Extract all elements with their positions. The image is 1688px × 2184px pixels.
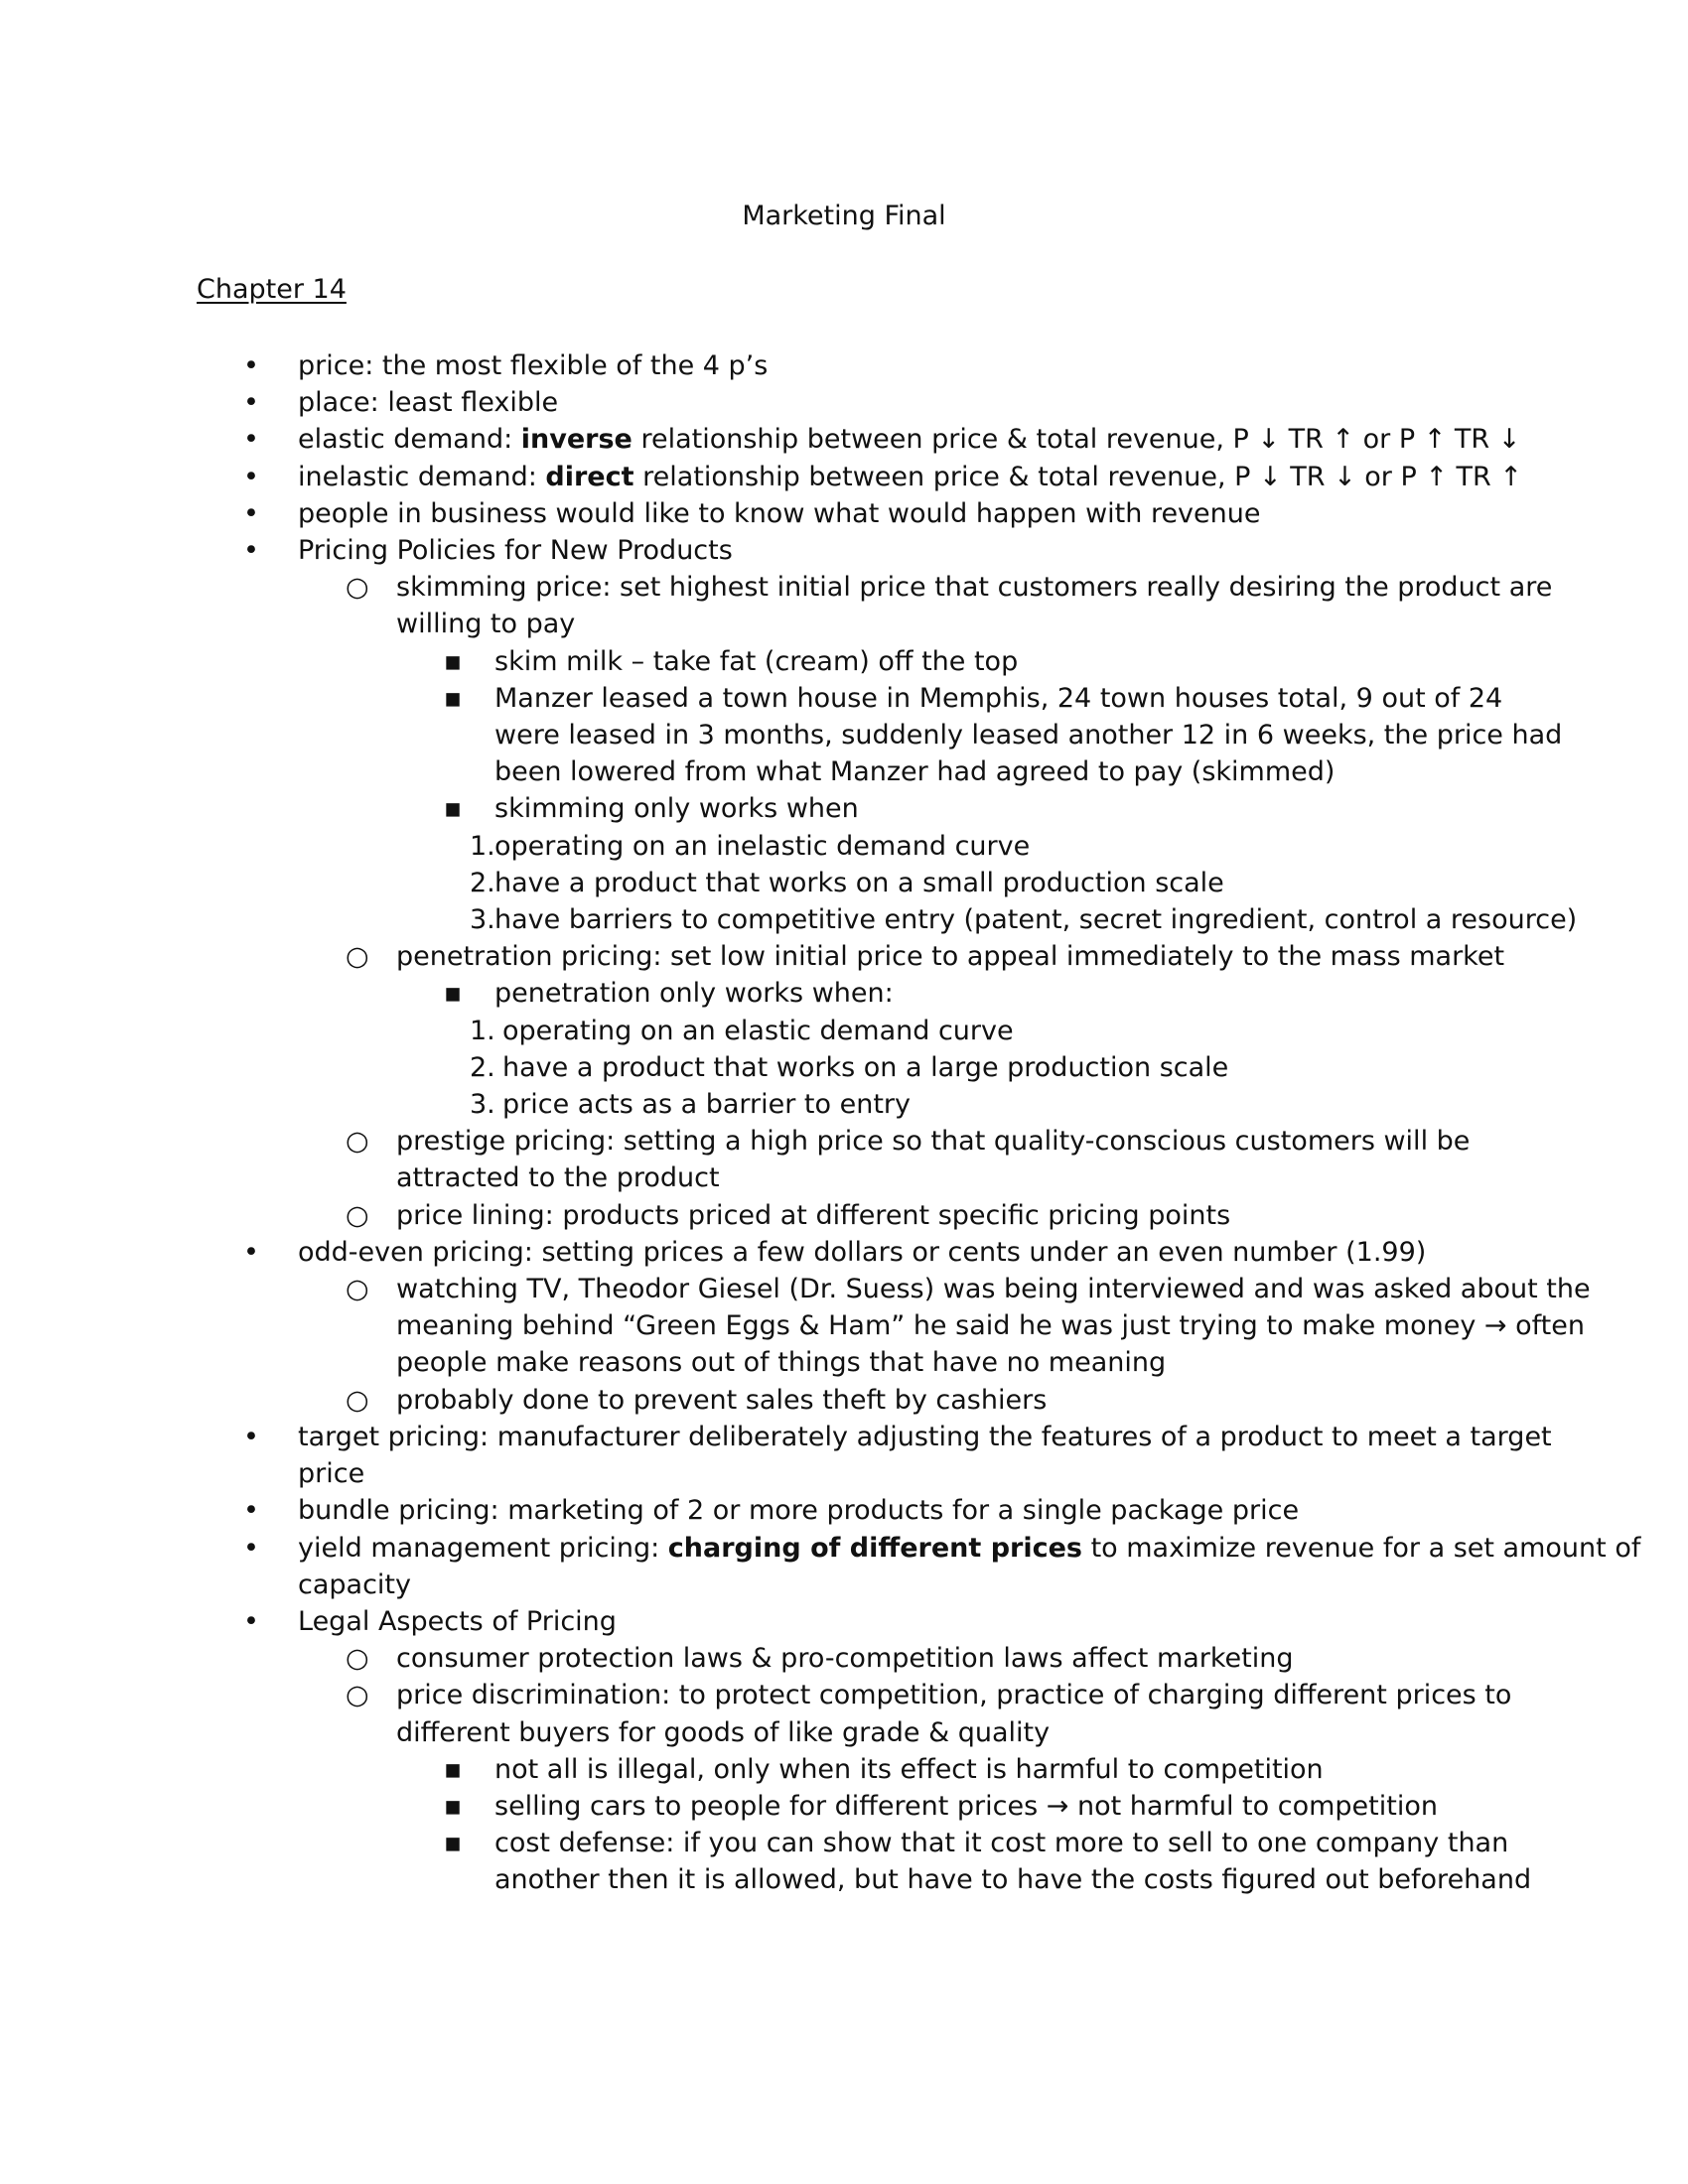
item-text: probably done to prevent sales theft by cashiers <box>396 1384 1048 1416</box>
square-bullet-icon: ▪ <box>443 1828 463 1859</box>
numbered-item <box>0 1086 1688 1123</box>
list-item <box>0 1788 1688 1825</box>
item-text: have a product that works on a small production scale <box>494 867 1224 898</box>
item-text-part: relationship between price & total revenue, P ↓ TR ↓ or P ↑ TR ↑ <box>633 461 1523 492</box>
square-bullet-icon: ▪ <box>443 978 463 1010</box>
numbered-item <box>0 828 1688 865</box>
bullet-icon: • <box>243 387 259 419</box>
item-text: consumer protection laws & pro-competition laws affect marketing <box>396 1643 1294 1675</box>
highlighted-item <box>0 1382 1688 1419</box>
item-text: Manzer leased a town house in Memphis, 24 town houses total, 9 out of 24 <box>494 682 1503 714</box>
item-text: penetration pricing: set low initial price to appeal immediately to the mass market <box>396 941 1505 973</box>
item-text: Pricing Policies for New Products <box>298 535 733 567</box>
notes-list <box>0 347 1688 1899</box>
list-item-continuation <box>0 606 1688 642</box>
list-item <box>0 421 1688 458</box>
item-text-part: relationship between price & total revenue, P ↓ TR ↑ or P ↑ TR ↓ <box>632 424 1521 456</box>
bullet-icon: • <box>243 1421 259 1452</box>
circle-bullet-icon: ○ <box>346 1274 369 1305</box>
item-text: willing to pay <box>396 609 576 640</box>
item-text: meaning behind “Green Eggs & Ham” he said he was just trying to make money → often <box>396 1310 1585 1342</box>
bullet-icon: • <box>243 1236 259 1268</box>
item-text <box>298 459 1522 495</box>
highlighted-item <box>0 680 1688 717</box>
list-item <box>0 384 1688 421</box>
item-text: prestige pricing: setting a high price so that quality-conscious customers will be <box>396 1126 1471 1158</box>
list-item-continuation <box>0 1455 1688 1492</box>
item-text: target pricing: manufacturer deliberately adjusting the features of a product to meet a target <box>298 1421 1552 1452</box>
item-text: people in business would like to know what would happen with revenue <box>298 497 1261 529</box>
bullet-icon: • <box>243 1532 259 1564</box>
item-text: another then it is allowed, but have to have the costs figured out beforehand <box>494 1864 1532 1896</box>
item-text: operating on an elastic demand curve <box>502 1015 1014 1046</box>
list-item <box>0 532 1688 569</box>
item-text: price: the most flexible of the 4 p’s <box>298 350 769 381</box>
list-item <box>0 938 1688 975</box>
item-text: capacity <box>298 1569 411 1600</box>
item-text: people make reasons out of things that have no meaning <box>396 1347 1167 1379</box>
circle-bullet-icon: ○ <box>346 1126 369 1158</box>
item-text: price acts as a barrier to entry <box>502 1089 912 1121</box>
circle-bullet-icon: ○ <box>346 1643 369 1675</box>
circle-bullet-icon: ○ <box>346 1680 369 1711</box>
bullet-icon: • <box>243 1605 259 1637</box>
item-text-part: to maximize revenue for a set amount of <box>1081 1532 1641 1564</box>
item-text: price <box>298 1458 365 1490</box>
list-item <box>0 1825 1688 1861</box>
item-text: price lining: products priced at different specific pricing points <box>396 1199 1231 1231</box>
circle-bullet-icon: ○ <box>346 1199 369 1231</box>
circle-bullet-icon: ○ <box>346 572 369 604</box>
item-text: bundle pricing: marketing of 2 or more products for a single package price <box>298 1495 1300 1527</box>
list-item <box>0 1677 1688 1713</box>
highlighted-item <box>0 1271 1688 1307</box>
highlighted-item <box>0 1307 1688 1344</box>
item-number: 3. <box>470 904 495 936</box>
list-item <box>0 1751 1688 1788</box>
list-item-continuation <box>0 1861 1688 1898</box>
item-number: 1. <box>470 830 495 862</box>
numbered-item <box>0 865 1688 901</box>
highlighted-item <box>0 495 1688 532</box>
list-item-continuation <box>0 1160 1688 1196</box>
numbered-item <box>0 901 1688 938</box>
item-number: 3. <box>470 1089 495 1121</box>
list-item-continuation <box>0 1714 1688 1751</box>
highlighted-item <box>0 1344 1688 1381</box>
item-text: Legal Aspects of Pricing <box>298 1605 617 1637</box>
list-item <box>0 975 1688 1012</box>
item-text: been lowered from what Manzer had agreed to pay (skimmed) <box>494 756 1336 788</box>
list-item <box>0 1492 1688 1529</box>
item-text: skimming price: set highest initial price that customers really desiring the product are <box>396 572 1553 604</box>
item-text: have a product that works on a large production scale <box>502 1051 1229 1083</box>
item-text: price discrimination: to protect competition, practice of charging different prices to <box>396 1680 1512 1711</box>
chapter-heading: Chapter 14 <box>197 274 347 305</box>
highlighted-item <box>0 753 1688 790</box>
list-item <box>0 1530 1688 1567</box>
item-number: 1. <box>470 1015 495 1046</box>
list-item <box>0 790 1688 827</box>
item-text <box>298 1530 1640 1567</box>
item-text: skim milk – take fat (cream) off the top <box>494 645 1019 677</box>
item-text: cost defense: if you can show that it cost more to sell to one company than <box>494 1828 1509 1859</box>
list-item <box>0 1603 1688 1640</box>
item-text: attracted to the product <box>396 1162 720 1194</box>
list-item <box>0 1123 1688 1160</box>
list-item <box>0 1234 1688 1271</box>
item-text: were leased in 3 months, suddenly leased another 12 in 6 weeks, the price had <box>494 720 1563 751</box>
list-item <box>0 1197 1688 1234</box>
item-number: 2. <box>470 1051 495 1083</box>
bullet-icon: • <box>243 1495 259 1527</box>
item-text: odd-even pricing: setting prices a few dollars or cents under an even number (1.99) <box>298 1236 1427 1268</box>
item-text: skimming only works when <box>494 793 859 825</box>
item-text: place: least flexible <box>298 387 559 419</box>
list-item <box>0 347 1688 384</box>
numbered-item <box>0 1013 1688 1049</box>
bold-term: inverse <box>520 424 633 456</box>
numbered-item <box>0 1049 1688 1086</box>
list-item <box>0 1419 1688 1455</box>
circle-bullet-icon: ○ <box>346 1384 369 1416</box>
item-text-part: elastic demand: <box>298 424 521 456</box>
item-text: not all is illegal, only when its effect is harmful to competition <box>494 1753 1324 1785</box>
item-text: different buyers for goods of like grade & quality <box>396 1716 1051 1748</box>
item-number: 2. <box>470 867 495 898</box>
bullet-icon: • <box>243 461 259 492</box>
square-bullet-icon: ▪ <box>443 793 463 825</box>
item-text: watching TV, Theodor Giesel (Dr. Suess) was being interviewed and was asked about the <box>396 1274 1591 1305</box>
bold-term: direct <box>545 461 634 492</box>
square-bullet-icon: ▪ <box>443 645 463 677</box>
square-bullet-icon: ▪ <box>443 682 463 714</box>
circle-bullet-icon: ○ <box>346 941 369 973</box>
item-text-part: yield management pricing: <box>298 1532 668 1564</box>
item-text-part: inelastic demand: <box>298 461 546 492</box>
item-text: selling cars to people for different prices → not harmful to competition <box>494 1790 1438 1822</box>
bold-term: charging of different prices <box>667 1532 1082 1564</box>
item-text <box>298 421 1520 458</box>
list-item <box>0 643 1688 680</box>
item-text: operating on an inelastic demand curve <box>494 830 1031 862</box>
list-item <box>0 459 1688 495</box>
bullet-icon: • <box>243 424 259 456</box>
bullet-icon: • <box>243 535 259 567</box>
item-text: penetration only works when: <box>494 978 894 1010</box>
bullet-icon: • <box>243 497 259 529</box>
list-item <box>0 1640 1688 1677</box>
square-bullet-icon: ▪ <box>443 1790 463 1822</box>
item-text: have barriers to competitive entry (patent, secret ingredient, control a resource) <box>494 904 1578 936</box>
square-bullet-icon: ▪ <box>443 1753 463 1785</box>
list-item <box>0 569 1688 606</box>
document-title: Marketing Final <box>742 201 946 231</box>
highlighted-item <box>0 717 1688 753</box>
bullet-icon: • <box>243 350 259 381</box>
list-item-continuation <box>0 1567 1688 1603</box>
